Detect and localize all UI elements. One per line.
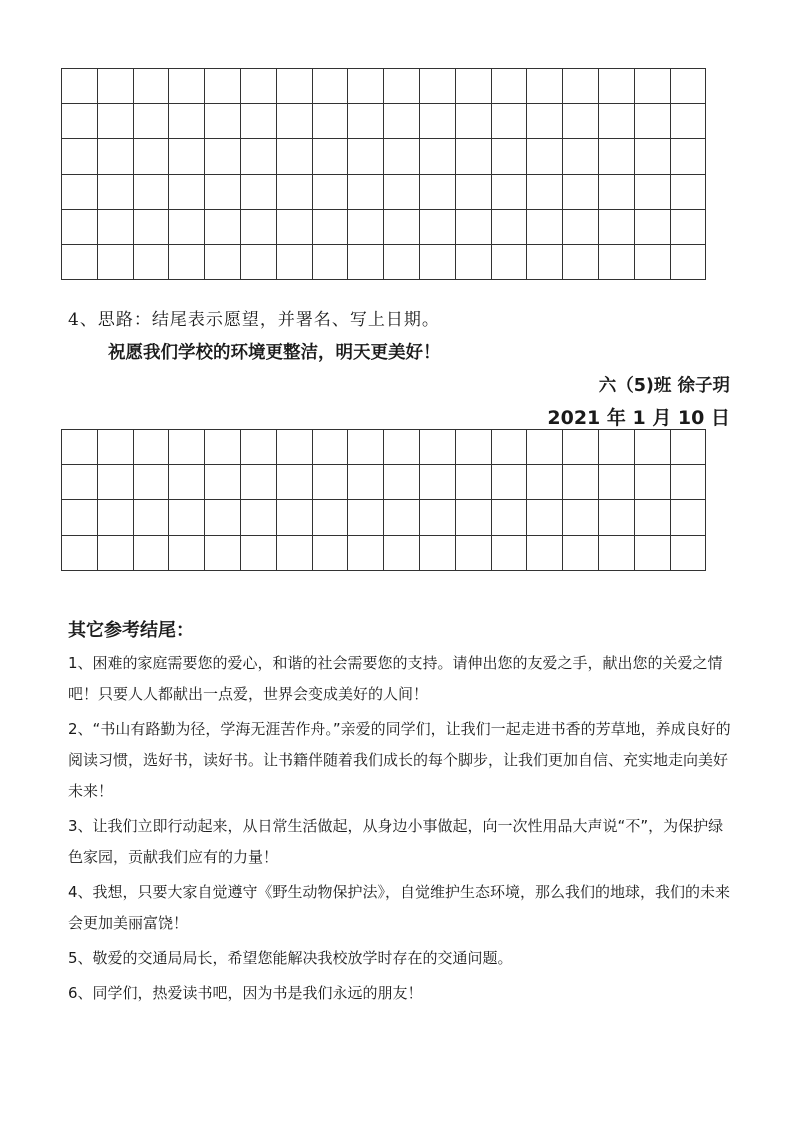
grid-cell <box>598 500 634 535</box>
grid-cell <box>62 139 98 174</box>
grid-cell <box>384 104 420 139</box>
signature: 六（5)班 徐子玥 <box>598 376 730 396</box>
grid-cell <box>563 209 599 244</box>
grid-cell <box>634 104 670 139</box>
grid-cell <box>348 430 384 465</box>
other-endings-list <box>68 648 732 1013</box>
grid-cell <box>419 535 455 570</box>
writing-grid-bottom <box>61 429 706 571</box>
grid-cell <box>455 104 491 139</box>
grid-cell <box>491 535 527 570</box>
grid-cell <box>348 174 384 209</box>
grid-cell <box>133 139 169 174</box>
grid-cell <box>455 244 491 279</box>
grid-cell <box>634 430 670 465</box>
grid-cell <box>97 465 133 500</box>
grid-cell <box>169 69 205 104</box>
grid-cell <box>455 430 491 465</box>
grid-cell <box>634 535 670 570</box>
grid-cell <box>62 535 98 570</box>
grid-cell <box>563 104 599 139</box>
grid-cell <box>670 430 706 465</box>
step4-hint: 4、思路：结尾表示愿望，并署名、写上日期。 <box>68 310 440 330</box>
grid-cell <box>598 535 634 570</box>
grid-cell <box>240 139 276 174</box>
grid-cell <box>598 209 634 244</box>
grid-cell <box>348 69 384 104</box>
grid-cell <box>563 174 599 209</box>
grid-cell <box>169 174 205 209</box>
grid-cell <box>491 244 527 279</box>
grid-cell <box>62 69 98 104</box>
grid-cell <box>276 244 312 279</box>
grid-cell <box>527 104 563 139</box>
grid-cell <box>240 69 276 104</box>
grid-cell <box>670 244 706 279</box>
grid-cell <box>276 69 312 104</box>
grid-cell <box>634 500 670 535</box>
grid-cell <box>169 104 205 139</box>
grid-cell <box>62 465 98 500</box>
grid-cell <box>527 174 563 209</box>
grid-cell <box>276 465 312 500</box>
grid-cell <box>348 209 384 244</box>
grid-cell <box>455 174 491 209</box>
grid-cell <box>312 500 348 535</box>
grid-cell <box>384 430 420 465</box>
grid-cell <box>491 430 527 465</box>
grid-cell <box>240 174 276 209</box>
grid-cell <box>133 209 169 244</box>
grid-cell <box>598 104 634 139</box>
grid-cell <box>312 244 348 279</box>
grid-cell <box>97 244 133 279</box>
grid-cell <box>527 209 563 244</box>
grid-cell <box>455 500 491 535</box>
grid-cell <box>312 69 348 104</box>
ending-item: 3、让我们立即行动起来，从日常生活做起，从身边小事做起，向一次性用品大声说“不”，为保护绿色家园，贡献我们应有的力量！ <box>68 817 724 866</box>
grid-cell <box>670 139 706 174</box>
grid-cell <box>670 465 706 500</box>
grid-cell <box>634 209 670 244</box>
grid-cell <box>169 244 205 279</box>
grid-cell <box>276 139 312 174</box>
grid-cell <box>62 104 98 139</box>
grid-cell <box>527 69 563 104</box>
grid-cell <box>491 69 527 104</box>
grid-cell <box>348 104 384 139</box>
grid-cell <box>240 430 276 465</box>
grid-cell <box>205 244 241 279</box>
grid-cell <box>563 139 599 174</box>
grid-cell <box>491 465 527 500</box>
grid-cell <box>563 69 599 104</box>
signature-date: 2021 年 1 月 10 日 <box>547 407 730 429</box>
grid-cell <box>419 430 455 465</box>
grid-cell <box>97 139 133 174</box>
grid-cell <box>670 174 706 209</box>
grid-cell <box>419 244 455 279</box>
grid-cell <box>491 500 527 535</box>
grid-cell <box>598 465 634 500</box>
grid-cell <box>527 465 563 500</box>
grid-cell <box>348 465 384 500</box>
grid-cell <box>276 174 312 209</box>
grid-cell <box>491 104 527 139</box>
grid-cell <box>384 209 420 244</box>
grid-cell <box>276 535 312 570</box>
grid-cell <box>384 535 420 570</box>
grid-cell <box>670 104 706 139</box>
other-endings-title: 其它参考结尾： <box>68 620 194 641</box>
grid-cell <box>455 139 491 174</box>
grid-cell <box>205 535 241 570</box>
grid-cell <box>205 174 241 209</box>
grid-cell <box>97 535 133 570</box>
grid-cell <box>205 430 241 465</box>
grid-cell <box>169 500 205 535</box>
grid-cell <box>527 430 563 465</box>
grid-cell <box>419 69 455 104</box>
grid-cell <box>169 209 205 244</box>
grid-cell <box>598 69 634 104</box>
grid-cell <box>133 244 169 279</box>
grid-cell <box>598 244 634 279</box>
grid-cell <box>598 174 634 209</box>
grid-cell <box>527 244 563 279</box>
grid-cell <box>634 69 670 104</box>
grid-cell <box>312 209 348 244</box>
grid-cell <box>634 174 670 209</box>
grid-cell <box>312 104 348 139</box>
grid-cell <box>169 139 205 174</box>
grid-cell <box>455 465 491 500</box>
grid-cell <box>419 139 455 174</box>
ending-item: 1、困难的家庭需要您的爱心，和谐的社会需要您的支持。请伸出您的友爱之手，献出您的关爱之情吧！只要人人都献出一点爱，世界会变成美好的人间！ <box>68 654 723 703</box>
grid-cell <box>205 139 241 174</box>
grid-cell <box>491 174 527 209</box>
grid-cell <box>169 465 205 500</box>
grid-cell <box>634 465 670 500</box>
grid-cell <box>670 500 706 535</box>
grid-cell <box>97 430 133 465</box>
grid-cell <box>563 535 599 570</box>
grid-cell <box>455 209 491 244</box>
grid-cell <box>348 500 384 535</box>
grid-cell <box>419 174 455 209</box>
grid-cell <box>384 174 420 209</box>
grid-cell <box>169 535 205 570</box>
grid-cell <box>384 69 420 104</box>
grid-cell <box>62 430 98 465</box>
grid-cell <box>205 104 241 139</box>
grid-cell <box>97 500 133 535</box>
grid-cell <box>240 500 276 535</box>
grid-cell <box>205 465 241 500</box>
grid-cell <box>348 535 384 570</box>
grid-cell <box>527 139 563 174</box>
grid-cell <box>276 104 312 139</box>
grid-cell <box>491 139 527 174</box>
grid-cell <box>455 535 491 570</box>
grid-cell <box>62 209 98 244</box>
grid-cell <box>598 430 634 465</box>
grid-cell <box>276 500 312 535</box>
grid-cell <box>670 209 706 244</box>
grid-cell <box>312 430 348 465</box>
grid-cell <box>527 535 563 570</box>
grid-cell <box>97 104 133 139</box>
grid-cell <box>419 465 455 500</box>
grid-cell <box>205 209 241 244</box>
grid-cell <box>634 139 670 174</box>
grid-cell <box>419 500 455 535</box>
grid-cell <box>276 209 312 244</box>
grid-cell <box>455 69 491 104</box>
grid-cell <box>384 139 420 174</box>
grid-cell <box>62 174 98 209</box>
grid-cell <box>491 209 527 244</box>
grid-cell <box>240 244 276 279</box>
grid-cell <box>240 209 276 244</box>
grid-cell <box>133 174 169 209</box>
grid-cell <box>62 244 98 279</box>
grid-cell <box>312 174 348 209</box>
ending-item: 2、“书山有路勤为径，学海无涯苦作舟。”亲爱的同学们，让我们一起走进书香的芳草地，养成良好的阅读习惯，选好书，读好书。让书籍伴随着我们成长的每个脚步，让我们更加自信、充实地走向美好未来！ <box>68 720 731 800</box>
grid-cell <box>133 69 169 104</box>
grid-cell <box>312 535 348 570</box>
ending-item: 4、我想，只要大家自觉遵守《野生动物保护法》，自觉维护生态环境，那么我们的地球，我们的未来会更加美丽富饶！ <box>68 883 731 932</box>
grid-cell <box>563 430 599 465</box>
grid-cell <box>419 104 455 139</box>
grid-cell <box>563 500 599 535</box>
grid-cell <box>527 500 563 535</box>
grid-cell <box>240 104 276 139</box>
grid-cell <box>205 69 241 104</box>
grid-cell <box>97 209 133 244</box>
grid-cell <box>133 465 169 500</box>
grid-cell <box>598 139 634 174</box>
grid-cell <box>240 535 276 570</box>
grid-cell <box>670 69 706 104</box>
grid-cell <box>670 535 706 570</box>
grid-cell <box>563 465 599 500</box>
grid-cell <box>634 244 670 279</box>
grid-cell <box>563 244 599 279</box>
grid-cell <box>133 430 169 465</box>
grid-cell <box>348 139 384 174</box>
grid-cell <box>348 244 384 279</box>
grid-cell <box>133 500 169 535</box>
grid-cell <box>133 104 169 139</box>
grid-cell <box>384 244 420 279</box>
grid-cell <box>384 465 420 500</box>
writing-grid-top <box>61 68 706 280</box>
grid-cell <box>312 465 348 500</box>
grid-cell <box>276 430 312 465</box>
grid-cell <box>205 500 241 535</box>
grid-cell <box>97 69 133 104</box>
grid-cell <box>62 500 98 535</box>
grid-cell <box>384 500 420 535</box>
grid-cell <box>240 465 276 500</box>
grid-cell <box>419 209 455 244</box>
ending-item: 5、敬爱的交通局局长，希望您能解决我校放学时存在的交通问题。 <box>68 949 513 967</box>
grid-cell <box>169 430 205 465</box>
closing-wish: 祝愿我们学校的环境更整洁，明天更美好！ <box>108 343 441 363</box>
grid-cell <box>97 174 133 209</box>
grid-cell <box>133 535 169 570</box>
ending-item: 6、同学们，热爱读书吧，因为书是我们永远的朋友！ <box>68 984 423 1002</box>
grid-cell <box>312 139 348 174</box>
